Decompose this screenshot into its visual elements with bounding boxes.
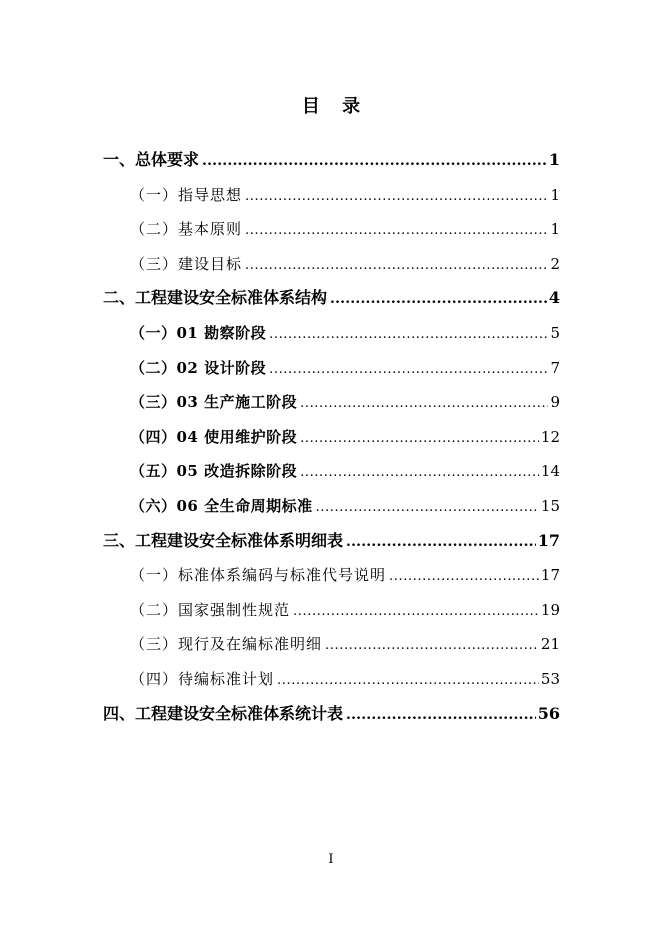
page-title: 目 录: [301, 96, 361, 117]
dot-leader: [277, 664, 539, 699]
dot-leader: [300, 387, 548, 422]
toc-page-number: 14: [540, 462, 560, 481]
toc-entry-label: （一）指导思想: [130, 185, 243, 204]
toc-entry: [103, 385, 560, 420]
dot-leader: [269, 318, 548, 353]
toc-page-number: 21: [540, 635, 560, 654]
dot-leader: [330, 282, 547, 317]
toc-entry-label: （二）基本原则: [130, 220, 243, 239]
toc-entry: [103, 454, 560, 489]
toc-section: [103, 143, 560, 178]
toc-entry-label: （六）06 全生命周期标准: [130, 496, 313, 515]
toc-entry: [103, 627, 560, 662]
toc-section: [103, 524, 560, 559]
page-number-footer: I: [328, 852, 334, 867]
toc-page-number: 17: [537, 530, 560, 550]
toc-entry-label: （二）国家强制性规范: [130, 600, 291, 619]
toc-page-number: 53: [540, 669, 560, 688]
toc-section-label: 一、总体要求: [103, 150, 200, 169]
dot-leader: [346, 698, 536, 733]
toc-entry: [103, 316, 560, 351]
toc-page-number: 4: [548, 288, 560, 308]
toc-page-number: 56: [537, 703, 560, 723]
dot-leader: [300, 456, 539, 491]
toc-page-number: 19: [540, 600, 560, 619]
toc-page-number: 1: [548, 150, 560, 169]
toc-page-number: 7: [550, 358, 560, 377]
toc-entry: [103, 662, 560, 697]
toc-page-number: 1: [550, 220, 560, 239]
dot-leader: [389, 560, 539, 595]
toc-section: [103, 281, 560, 316]
toc-entry: [103, 593, 560, 628]
toc-section-label: 三、工程建设安全标准体系明细表: [103, 530, 344, 550]
toc-page-number: 2: [550, 254, 560, 273]
toc-entry: [103, 420, 560, 455]
toc-page-number: 5: [550, 323, 560, 342]
toc-entry-label: （一）01 勘察阶段: [130, 323, 267, 342]
toc-entry-label: （三）建设目标: [130, 254, 243, 273]
toc-entry: [103, 489, 560, 524]
toc-entry: [103, 247, 560, 282]
dot-leader: [245, 214, 548, 249]
toc-entry: [103, 212, 560, 247]
toc-entry: [103, 178, 560, 213]
toc-entry-label: （二）02 设计阶段: [130, 358, 267, 377]
toc-entry-label: （四）04 使用维护阶段: [130, 427, 298, 446]
dot-leader: [346, 525, 536, 560]
toc-entry-label: （一）标准体系编码与标准代号说明: [130, 566, 387, 585]
toc-entry-label: （四）待编标准计划: [130, 669, 275, 688]
toc-entry: [103, 558, 560, 593]
toc-section-label: 四、工程建设安全标准体系统计表: [103, 703, 344, 723]
toc-section-label: 二、工程建设安全标准体系结构: [103, 288, 328, 308]
toc-page-number: 1: [550, 185, 560, 204]
toc-section: [103, 697, 560, 732]
dot-leader: [245, 180, 548, 215]
dot-leader: [245, 249, 548, 284]
toc-page-number: 12: [540, 427, 560, 446]
toc-page-number: 9: [550, 393, 560, 412]
dot-leader: [316, 491, 539, 526]
toc-page-number: 17: [540, 566, 560, 585]
dot-leader: [293, 595, 539, 630]
dot-leader: [202, 144, 547, 179]
dot-leader: [325, 629, 539, 664]
toc-entry: [103, 351, 560, 386]
table-of-contents: [103, 143, 560, 731]
toc-entry-label: （三）03 生产施工阶段: [130, 393, 298, 412]
toc-entry-label: （三）现行及在编标准明细: [130, 635, 323, 654]
toc-page-number: 15: [540, 496, 560, 515]
dot-leader: [269, 353, 548, 388]
toc-entry-label: （五）05 改造拆除阶段: [130, 462, 298, 481]
dot-leader: [300, 422, 539, 457]
